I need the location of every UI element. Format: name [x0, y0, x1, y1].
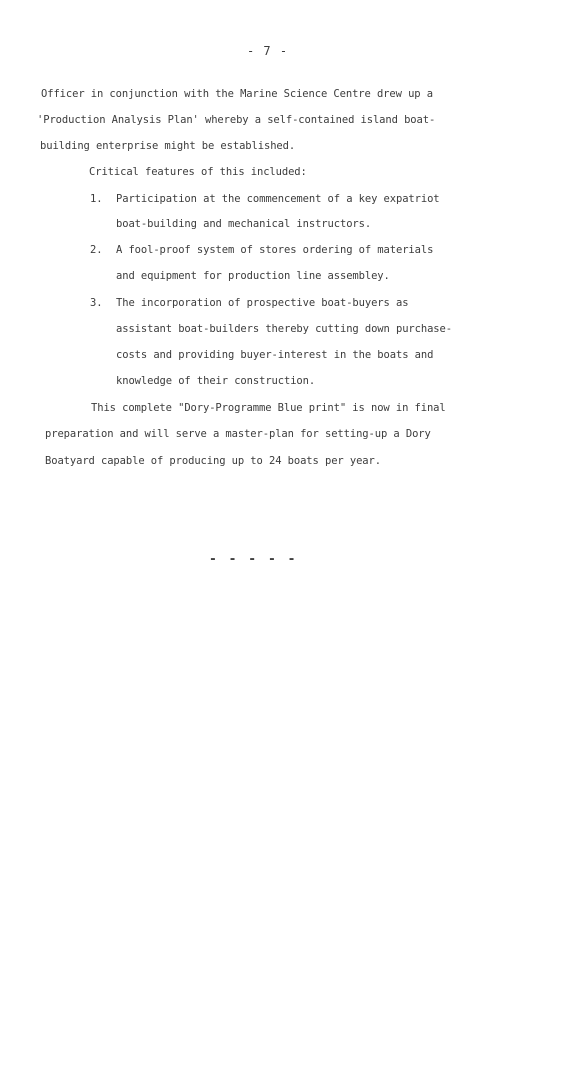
body-text-line: Boatyard capable of producing up to 24 boats per year. — [45, 455, 381, 467]
list-item-line: and equipment for production line assembley. — [116, 270, 390, 282]
list-item-line: The incorporation of prospective boat-buyers as — [116, 297, 409, 309]
list-item-line: boat-building and mechanical instructors. — [116, 218, 372, 230]
list-item-number: 1. — [90, 193, 103, 205]
body-text-line: preparation and will serve a master-plan for setting-up a Dory — [45, 428, 431, 440]
list-item-line: Participation at the commencement of a key expatriot — [116, 193, 440, 205]
list-item-line: assistant boat-builders thereby cutting down purchase- — [116, 323, 452, 335]
list-item-number: 3. — [90, 297, 103, 309]
list-item-line: costs and providing buyer-interest in the boats and — [116, 349, 434, 361]
list-item-line: A fool-proof system of stores ordering of materials — [116, 244, 434, 256]
body-text-line: Officer in conjunction with the Marine Science Centre drew up a — [41, 88, 433, 100]
section-separator: - - - - - — [209, 552, 298, 567]
page-number: - 7 - — [246, 44, 289, 58]
list-item-number: 2. — [90, 244, 103, 256]
features-intro: Critical features of this included: — [89, 166, 307, 178]
body-text-line: This complete "Dory-Programme Blue print" is now in final — [91, 402, 446, 414]
body-text-line: 'Production Analysis Plan' whereby a self-contained island boat- — [37, 114, 436, 126]
list-item-line: knowledge of their construction. — [116, 375, 316, 387]
body-text-line: building enterprise might be established. — [40, 140, 296, 152]
